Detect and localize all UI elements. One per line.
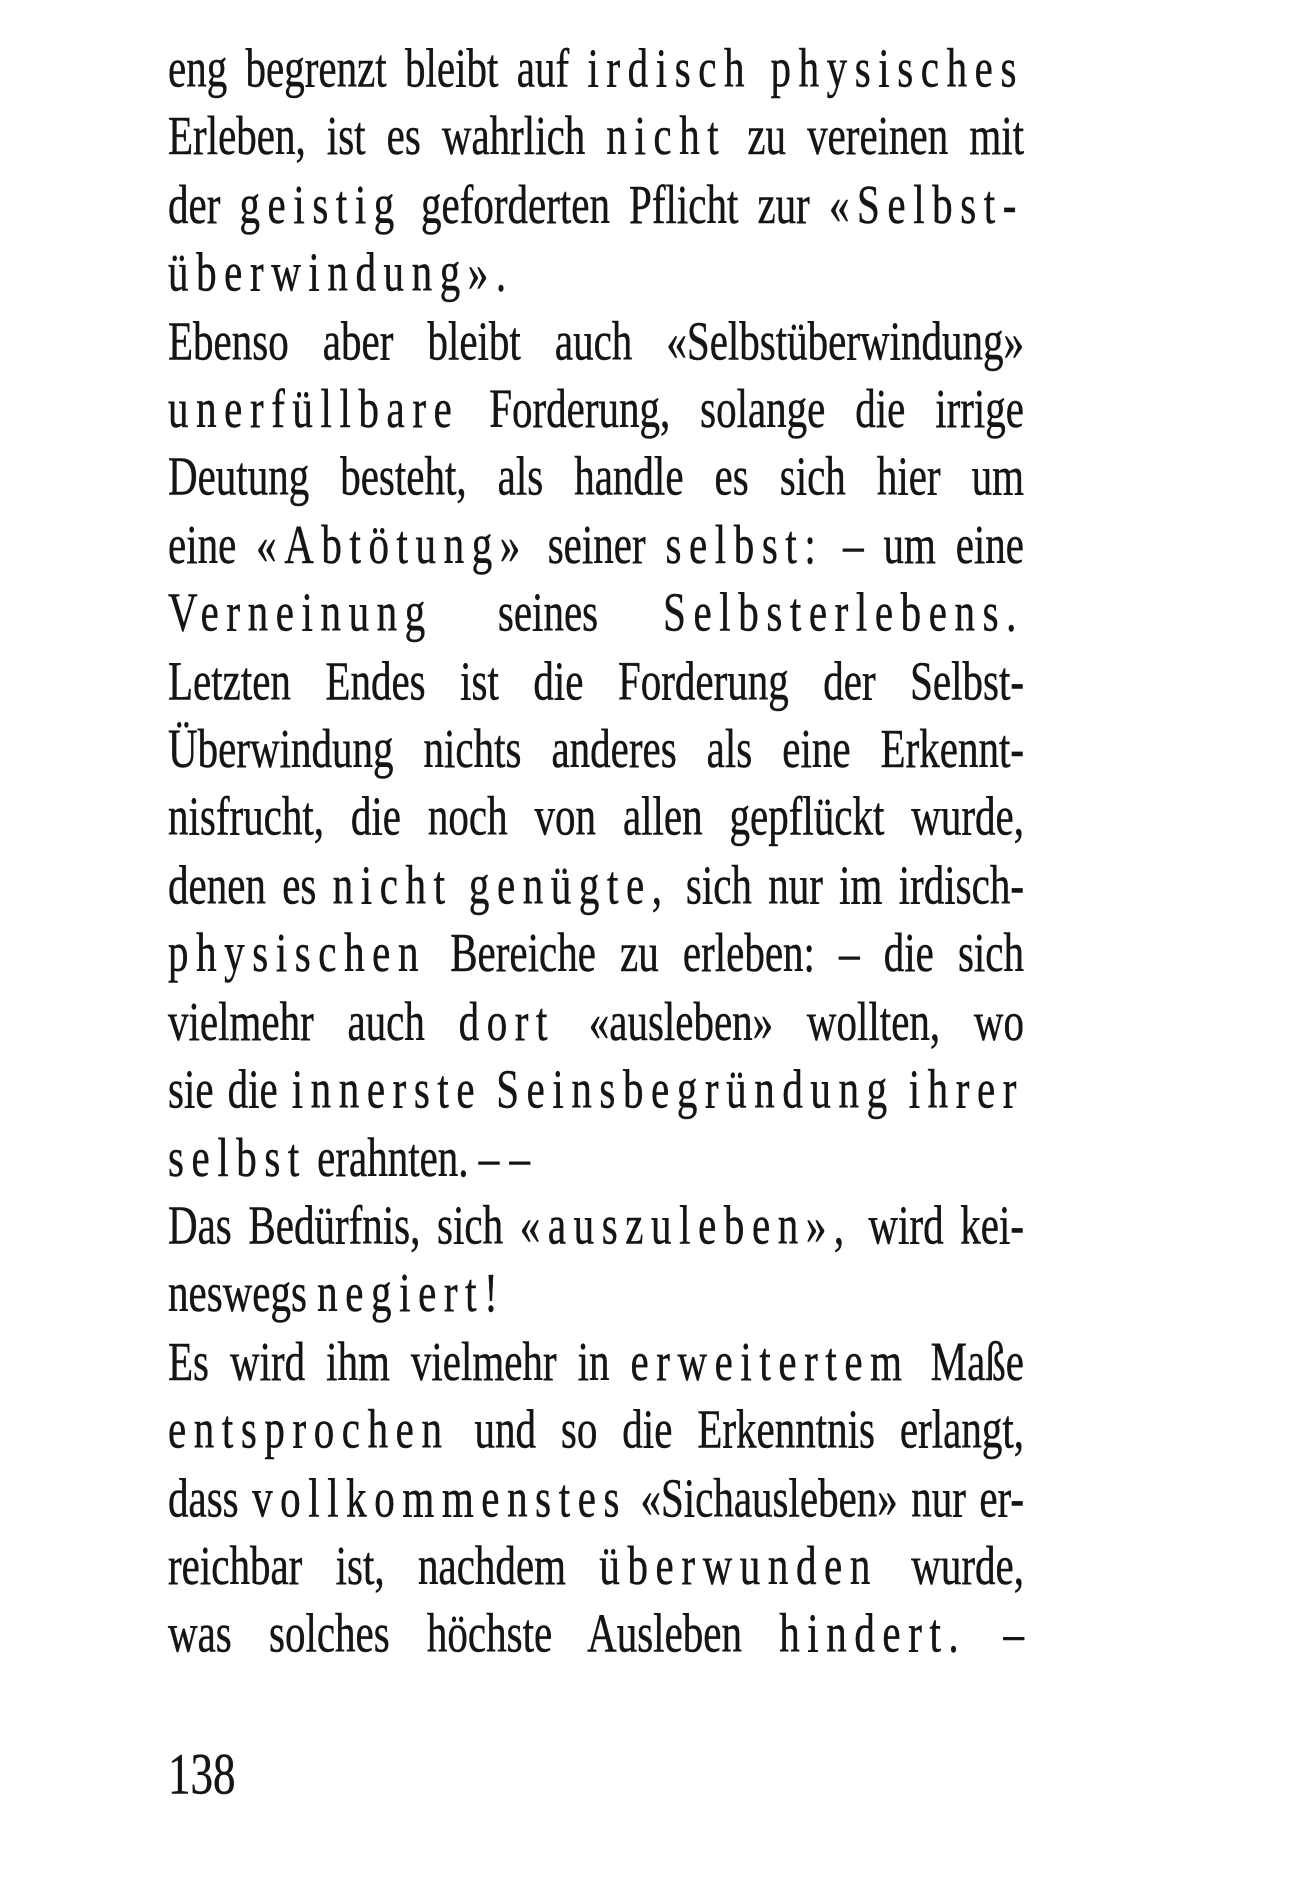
text-line [168,783,1024,851]
text-line [168,987,1024,1055]
paragraph [168,34,1024,306]
text-run: Letzten Endes ist die Forderung der Selbst- [168,649,1024,712]
letterspaced-text: «auszuleben», [519,1193,852,1256]
letterspaced-text: dort [458,989,555,1052]
text-line [168,170,1024,238]
text-run: eng begrenzt bleibt auf [168,36,588,99]
text-run: seines [432,581,664,644]
text-run: sich nur im irdisch- [669,853,1024,916]
text-run: Ebenso aber bleibt auch «Selbstüberwindung» [168,308,1024,371]
text-run: wurde, [877,1533,1024,1596]
text-run: Überwindung nichts anderes als eine Erkennt- [168,717,1024,780]
letterspaced-text: überwunden [599,1533,878,1596]
text-line [168,34,1024,102]
paragraph [168,1327,1024,1667]
text-run: vielmehr auch [168,989,459,1052]
paragraph [168,1191,1024,1327]
text-line [168,510,1024,578]
letterspaced-text: «Selbst- [828,172,1025,235]
text-line [168,1259,1024,1327]
text-line [168,1395,1024,1463]
letterspaced-text: physisches [770,36,1025,99]
letterspaced-text: nicht [606,104,727,167]
text-run [895,1057,909,1119]
letterspaced-text: unerfüllbare [168,376,460,440]
text-run: «Sichausleben» nur er- [627,1465,1025,1528]
text-run: nisfrucht, die noch von allen gepflückt wurde, [168,785,1024,848]
text-line [168,102,1024,170]
text-run: der [168,172,240,235]
text-line [168,919,1024,987]
text-run: eine [168,513,257,576]
letterspaced-text: irdisch [587,36,753,99]
letterspaced-text: erweitertem [630,1329,910,1392]
paragraph [168,306,1024,646]
text-run: Forderung, solange die irrige [459,376,1024,440]
letterspaced-text: Seinsbegründung [496,1057,895,1120]
text-block [168,34,1024,1667]
text-line [168,851,1024,919]
letterspaced-text: innerste [291,1057,483,1120]
letterspaced-text: geistig [239,172,402,235]
text-line [168,1463,1024,1531]
text-run: wird kei- [851,1193,1024,1256]
text-run: reichbar ist, nachdem [168,1533,600,1596]
letterspaced-text: vollkommenstes [252,1465,628,1528]
letterspaced-text: physischen [168,921,427,984]
letterspaced-text: selbst [168,1125,307,1188]
text-run: neswegs [168,1261,318,1324]
letterspaced-text: genügte, [468,853,670,916]
text-run [453,853,469,915]
text-run: Bereiche zu erleben: – die sich [426,921,1024,984]
letterspaced-text: nicht [332,853,453,916]
text-line [168,1123,1024,1191]
text-run: geforderten Pflicht zur [401,172,829,235]
letterspaced-text: überwindung». [168,240,514,303]
text-line [168,1327,1024,1395]
letterspaced-text: hindert. [779,1601,967,1664]
text-line [168,1191,1024,1259]
text-run: seiner [527,513,666,576]
text-line [168,578,1024,646]
text-line [168,714,1024,782]
text-run: erahnten. – – [306,1125,531,1188]
text-run: Deutung besteht, als handle es sich hier um [168,444,1024,508]
text-run: – um eine [823,513,1024,576]
text-run [482,1057,496,1119]
text-run: denen es [168,853,333,916]
letterspaced-text: Selbsterlebens. [663,581,1024,644]
text-run: Es wird ihm vielmehr in [168,1329,631,1392]
text-line [168,238,1024,306]
text-run: Erleben, ist es wahrlich [168,104,607,167]
letterspaced-text: ihrer [908,1057,1025,1120]
text-line [168,306,1024,374]
text-run: was solches höchste Ausleben [168,1601,780,1664]
letterspaced-text: Verneinung [168,581,433,644]
text-run: Das Bedürfnis, sich [168,1193,520,1256]
text-line [168,1599,1024,1667]
page-number: 138 [168,1741,236,1807]
text-run: zu vereinen mit [726,104,1024,167]
text-line [168,374,1024,442]
text-line [168,1531,1024,1599]
text-run [752,37,770,99]
text-run: dass [168,1465,253,1528]
letterspaced-text: «Abtötung» [256,513,528,576]
text-run: Maße [909,1329,1024,1392]
text-line [168,1055,1024,1123]
letterspaced-text: negiert! [317,1261,506,1324]
text-run: «ausleben» wollten, wo [555,989,1025,1052]
text-run: und so die Erkenntnis erlangt, [449,1397,1024,1460]
text-line [168,646,1024,714]
letterspaced-text: entsprochen [168,1397,450,1460]
text-line [168,442,1024,510]
text-run: – [966,1601,1025,1664]
letterspaced-text: selbst: [665,513,824,576]
text-run: sie die [168,1057,292,1120]
paragraph [168,646,1024,1190]
